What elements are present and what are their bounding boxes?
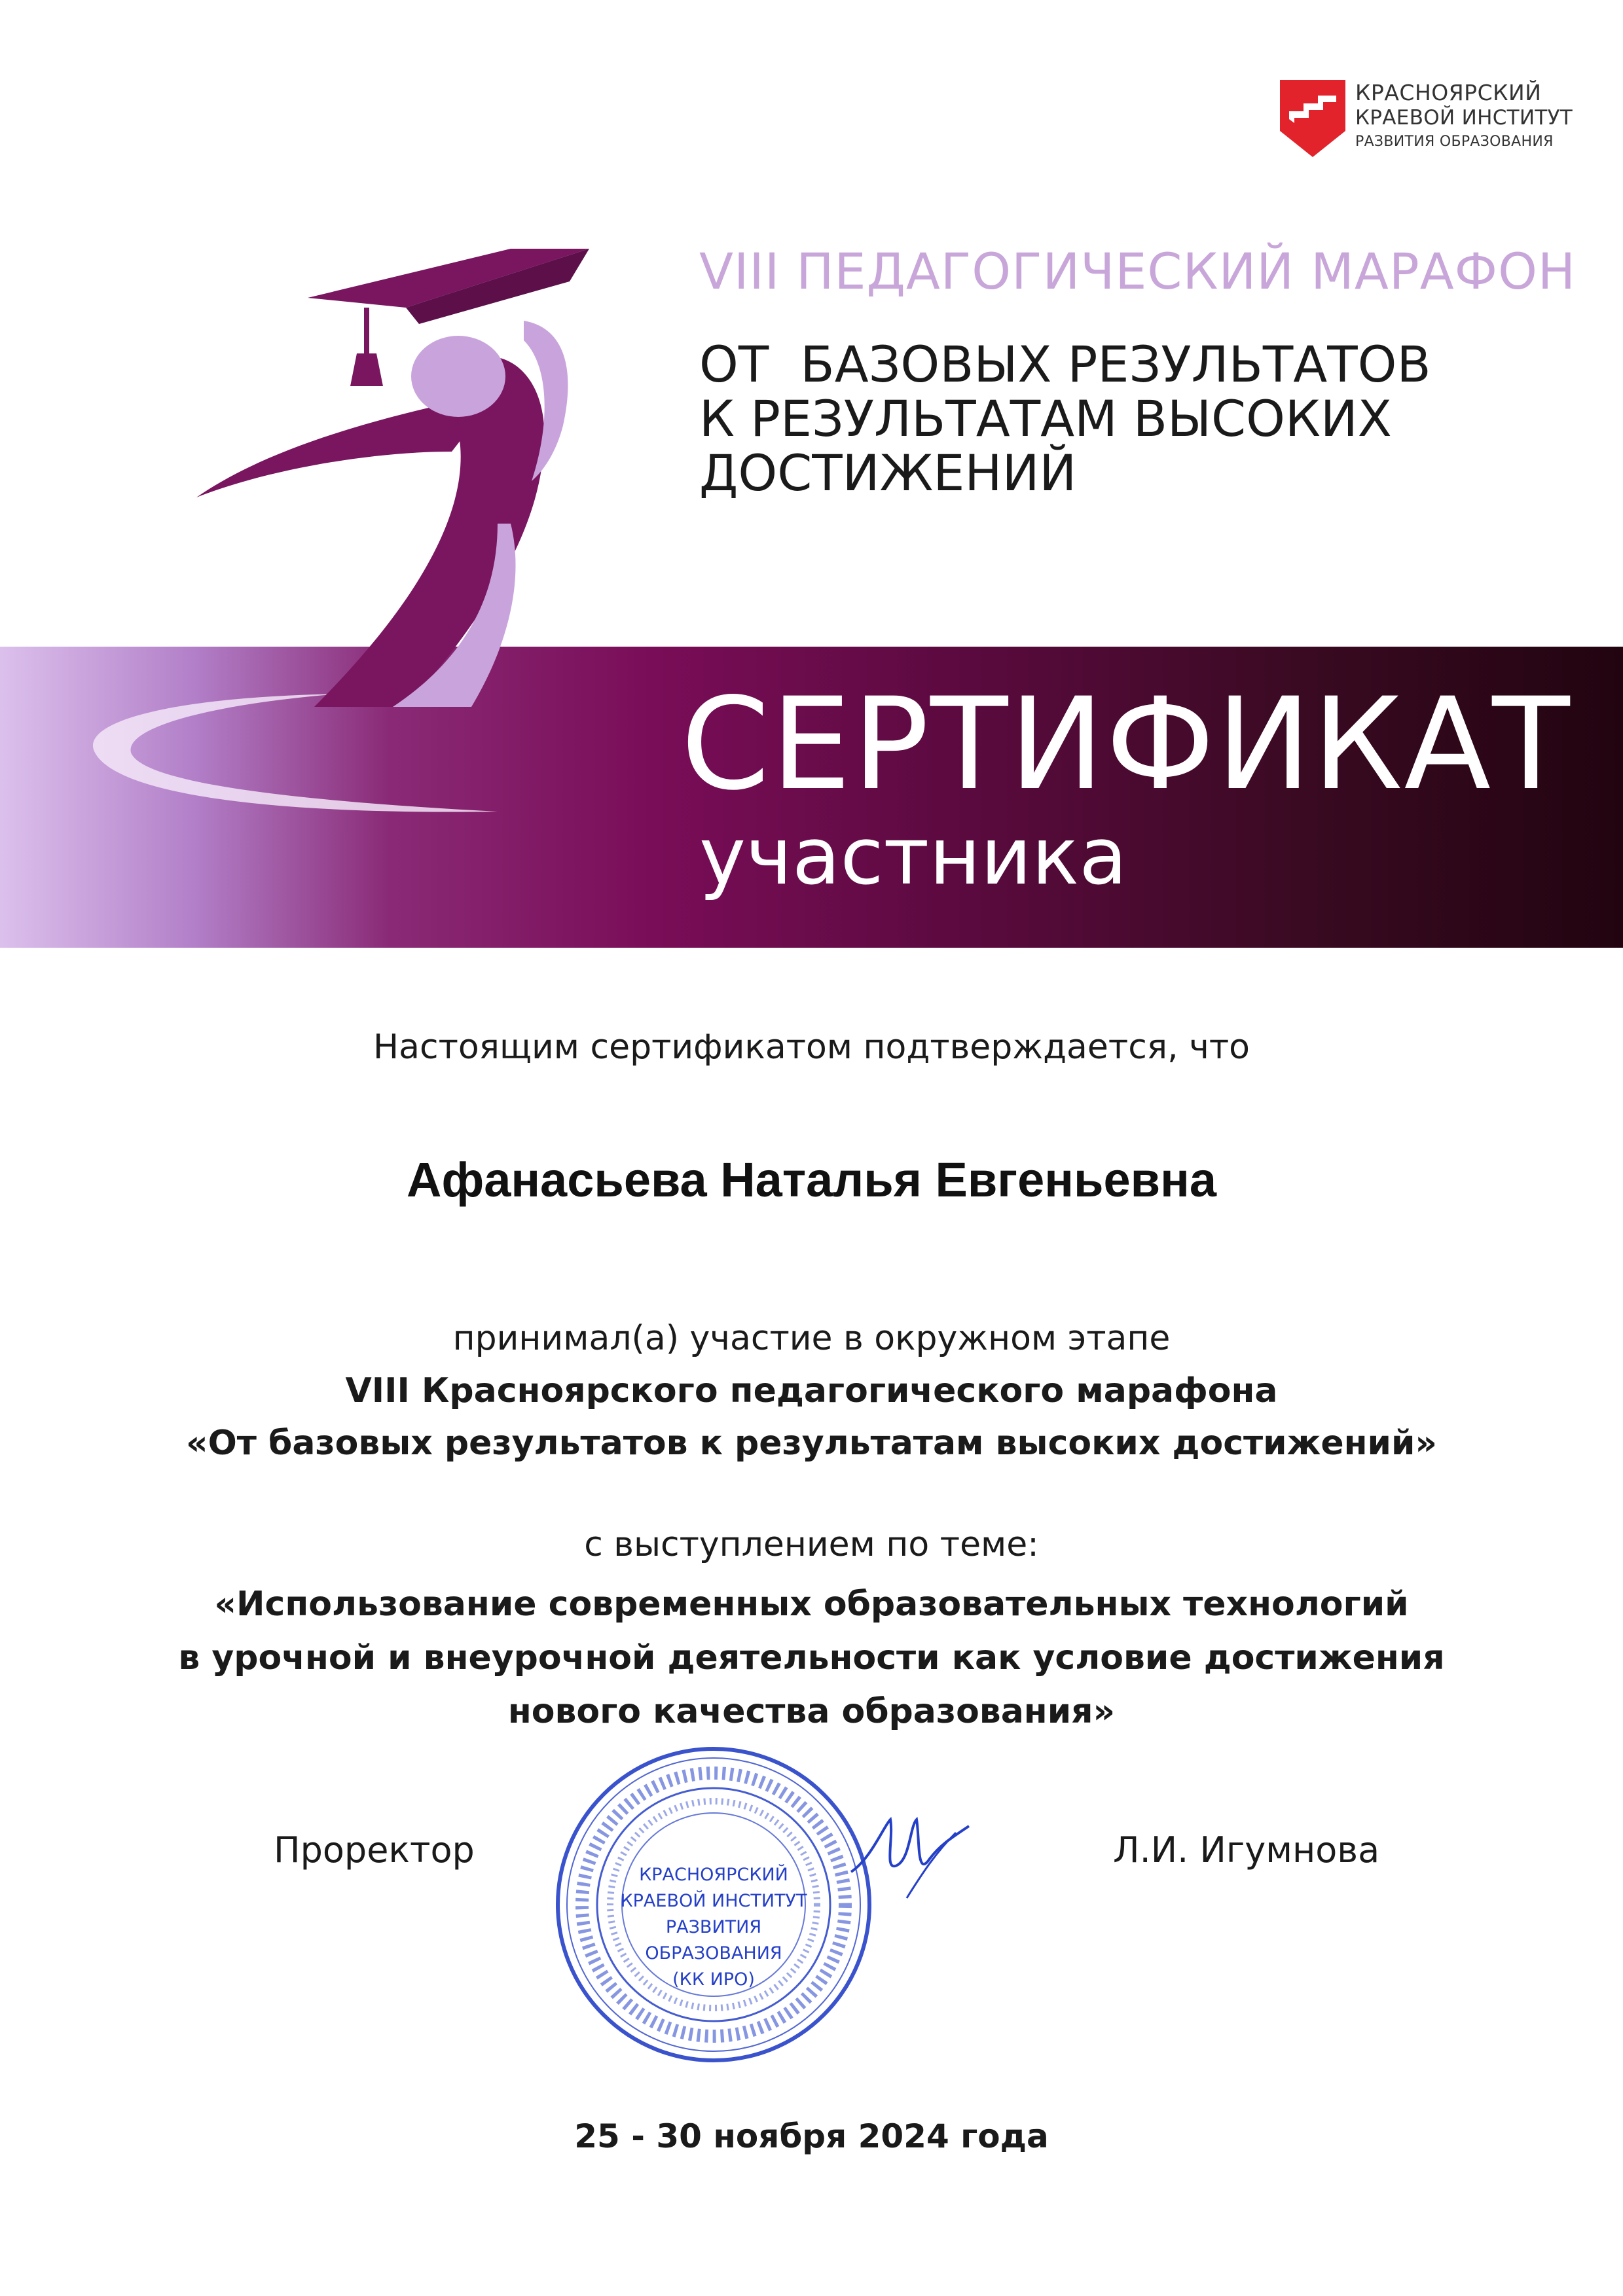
speech-title — [0, 1577, 1623, 1738]
marathon-theme-line: К РЕЗУЛЬТАТАМ ВЫСОКИХ — [699, 389, 1392, 448]
logo-line-2: КРАЕВОЙ ИНСТИТУТ — [1355, 106, 1573, 130]
handwritten-signature-icon — [845, 1800, 976, 1911]
marathon-theme-line: ДОСТИЖЕНИЙ — [699, 444, 1077, 502]
event-theme: «От базовых результатов к результатам высоких достижений» — [185, 1424, 1438, 1463]
stamp-line: ОБРАЗОВАНИЯ — [645, 1943, 782, 1964]
official-stamp — [550, 1741, 877, 2068]
event-name: VIII Красноярского педагогического марафона — [345, 1371, 1278, 1410]
marathon-theme — [699, 337, 1431, 500]
speech-title-line: «Использование современных образовательных технологий — [214, 1585, 1409, 1624]
stamp-line: РАЗВИТИЯ — [665, 1917, 762, 1937]
speech-intro: с выступлением по теме: — [584, 1525, 1039, 1564]
logo-line-3: РАЗВИТИЯ ОБРАЗОВАНИЯ — [1355, 134, 1554, 151]
institute-logo-icon — [1280, 80, 1345, 157]
stamp-line: КРАЕВОЙ ИНСТИТУТ — [620, 1891, 807, 1911]
signer-title: Проректор — [274, 1829, 475, 1871]
signer-name: Л.И. Игумнова — [1113, 1829, 1380, 1871]
participation-text: принимал(а) участие в окружном этапе — [452, 1319, 1171, 1358]
recipient-name: Афанасьева Наталья Евгеньевна — [407, 1153, 1216, 1207]
stamp-line: КРАСНОЯРСКИЙ — [639, 1865, 788, 1885]
stamp-line: (КК ИРО) — [672, 1969, 755, 1990]
marathon-theme-line: ОТ БАЗОВЫХ РЕЗУЛЬТАТОВ — [699, 335, 1431, 393]
certificate-subtitle: участника — [699, 812, 1127, 903]
certificate-title: СЕРТИФИКАТ — [681, 670, 1571, 818]
event-dates: 25 - 30 ноября 2024 года — [574, 2117, 1049, 2155]
marathon-edition-title: VIII ПЕДАГОГИЧЕСКИЙ МАРАФОН — [699, 242, 1577, 300]
confirmation-text: Настоящим сертификатом подтверждается, что — [373, 1028, 1250, 1067]
graduate-figure-icon — [0, 0, 733, 956]
speech-title-line: в урочной и внеурочной деятельности как условие достижения — [178, 1638, 1445, 1677]
speech-title-line: нового качества образования» — [507, 1692, 1116, 1731]
logo-line-1: КРАСНОЯРСКИЙ — [1355, 80, 1542, 105]
institute-logo — [1280, 77, 1573, 162]
